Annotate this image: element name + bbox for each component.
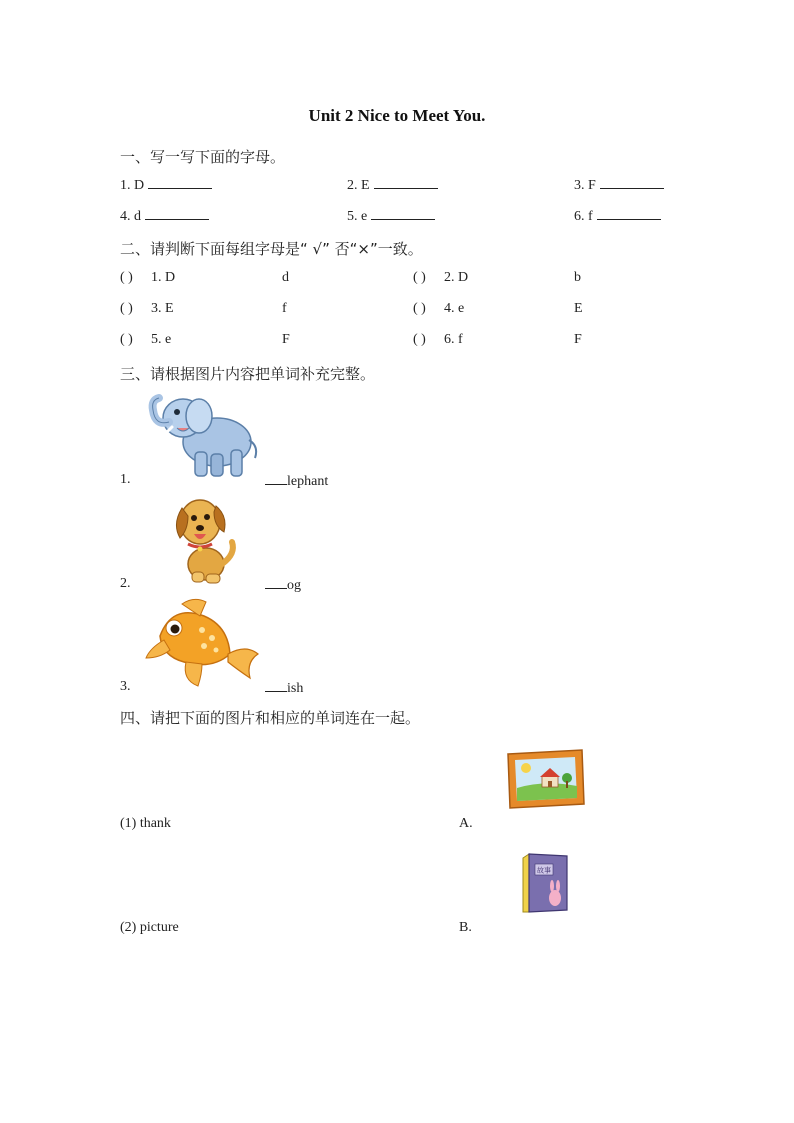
judge-label-3: 3. E [151,301,174,316]
judge-paren-3[interactable]: ( ) [120,301,133,316]
judge-paren-6[interactable]: ( ) [413,332,426,347]
judge-pair-5: F [282,332,290,347]
fill-word-2 [265,576,301,594]
judge-pair-2: b [574,270,581,285]
letter-label: 1. D [120,178,145,193]
letter-item-1 [120,176,212,194]
letter-label: 5. e [347,209,368,224]
judge-label-6: 6. f [444,332,463,347]
letter-item-4 [120,207,209,225]
judge-paren-2[interactable]: ( ) [413,270,426,285]
judge-label-4: 4. e [444,301,465,316]
answer-blank[interactable] [265,679,287,692]
letter-item-5 [347,207,435,225]
answer-blank[interactable] [145,207,209,220]
dog-icon [170,494,240,586]
picture-frame-icon [504,748,586,810]
book-cover-text: 故事 [537,866,551,875]
judge-label-2: 2. D [444,270,469,285]
match-letter-a[interactable]: A. [459,816,473,831]
word-stem: og [287,578,301,593]
answer-blank[interactable] [597,207,661,220]
fill-word-3 [265,679,303,697]
judge-label-1: 1. D [151,270,176,285]
letter-item-6 [574,207,661,225]
judge-pair-6: F [574,332,582,347]
fish-icon [142,596,262,690]
section1-heading: 一、写一写下面的字母。 [120,148,286,166]
judge-pair-3: f [282,301,287,316]
judge-paren-4[interactable]: ( ) [413,301,426,316]
answer-blank[interactable] [265,576,287,589]
letter-label: 2. E [347,178,370,193]
answer-blank[interactable] [265,472,287,485]
letter-item-3 [574,176,664,194]
letter-label: 4. d [120,209,141,224]
match-word-2[interactable]: (2) picture [120,920,179,935]
judge-pair-4: E [574,301,583,316]
judge-paren-1[interactable]: ( ) [120,270,133,285]
fill-num-1: 1. [120,472,131,487]
answer-blank[interactable] [600,176,664,189]
word-stem: ish [287,681,304,696]
judge-paren-5[interactable]: ( ) [120,332,133,347]
fill-word-1 [265,472,328,490]
match-word-1[interactable]: (1) thank [120,816,171,831]
word-stem: lephant [287,474,329,489]
match-letter-b[interactable]: B. [459,920,472,935]
fill-num-2: 2. [120,576,131,591]
answer-blank[interactable] [374,176,438,189]
judge-label-5: 5. e [151,332,172,347]
letter-label: 6. f [574,209,593,224]
section2-heading: 二、请判断下面每组字母是“ √” 否“×”一致。 [120,240,423,258]
storybook-icon [519,852,571,914]
answer-blank[interactable] [148,176,212,189]
fill-num-3: 3. [120,679,131,694]
page-title: Unit 2 Nice to Meet You. [308,106,486,125]
answer-blank[interactable] [371,207,435,220]
section3-heading: 三、请根据图片内容把单词补充完整。 [120,365,376,383]
letter-label: 3. F [574,178,596,193]
letter-item-2 [347,176,438,194]
section4-heading: 四、请把下面的图片和相应的单词连在一起。 [120,709,421,727]
judge-pair-1: d [282,270,289,285]
elephant-icon [143,388,261,484]
